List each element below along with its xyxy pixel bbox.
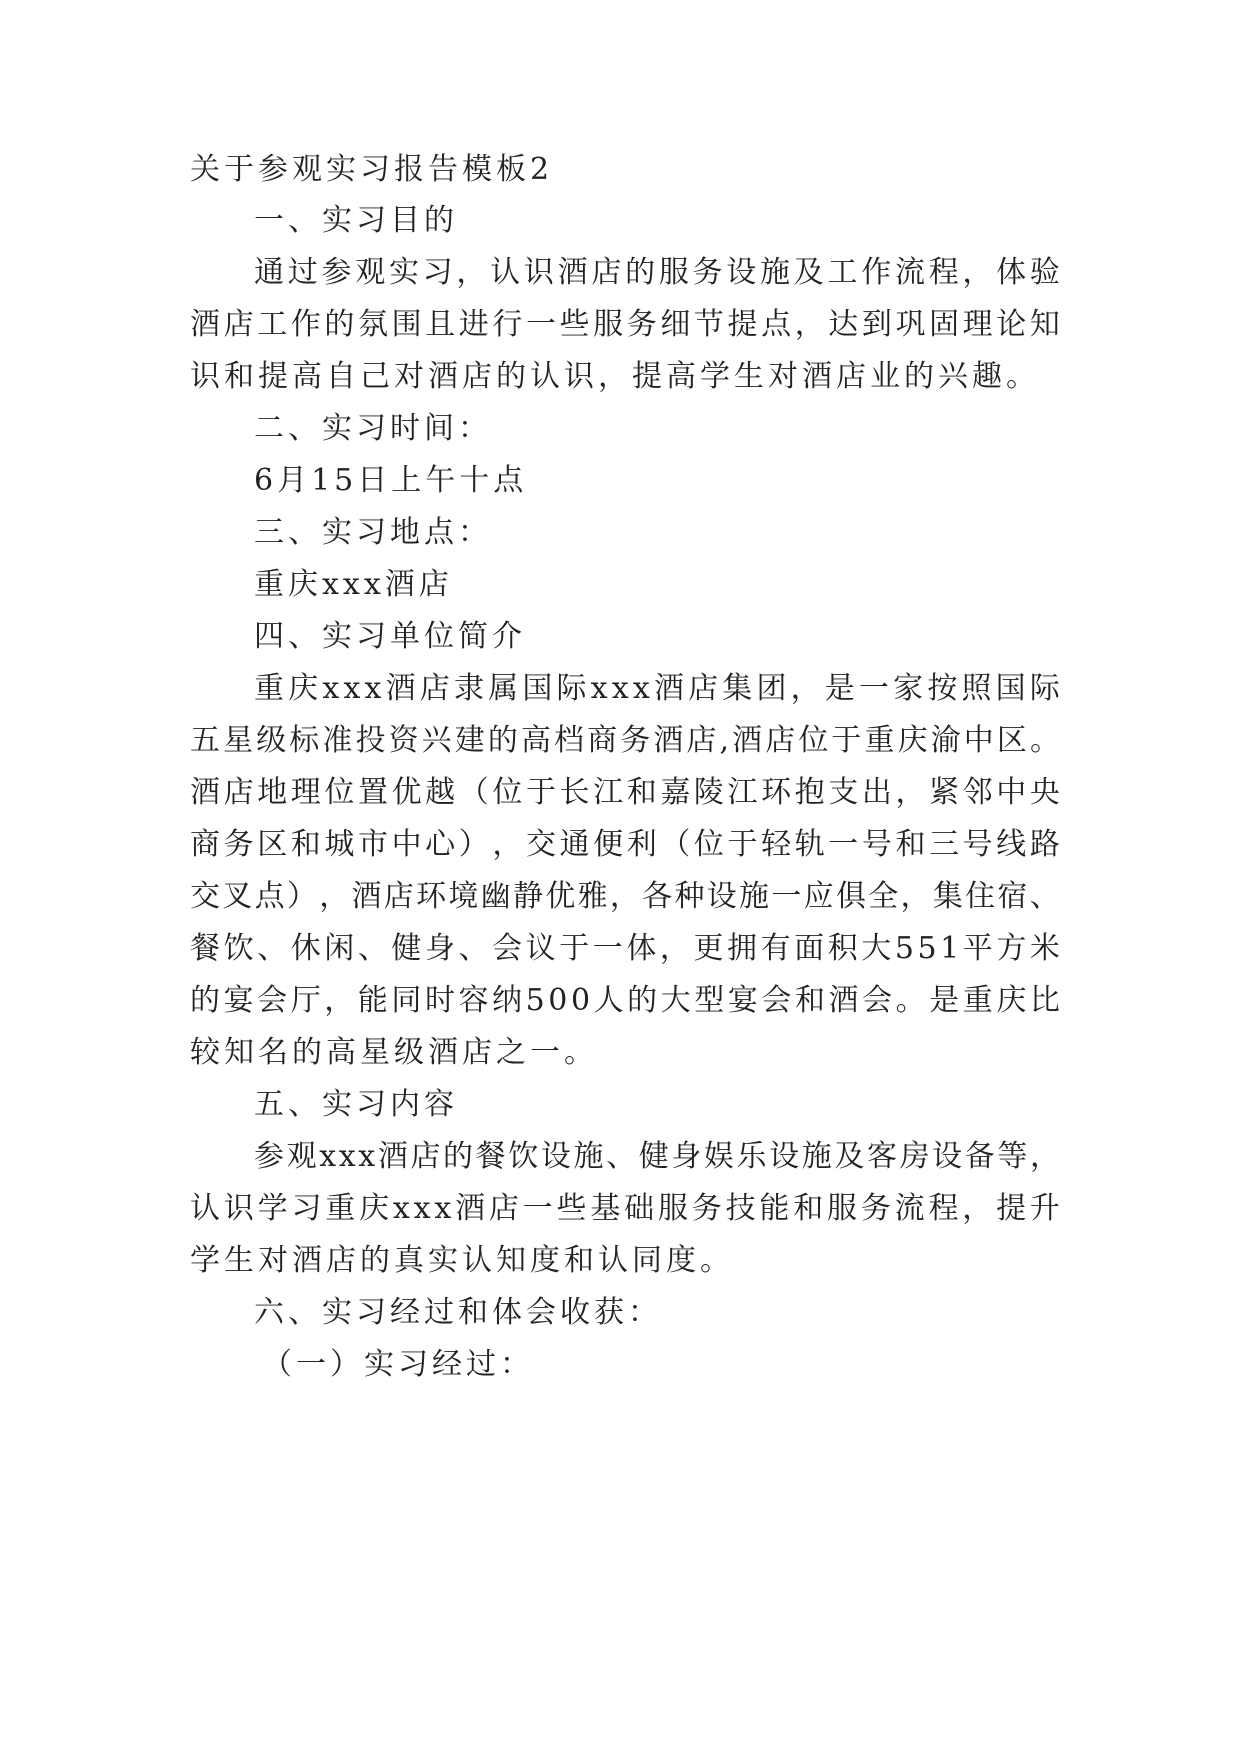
paragraph-line: 识和提高自己对酒店的认识，提高学生对酒店业的兴趣。: [190, 359, 1040, 394]
paragraph-line: 餐 饮 、 休 闲 、 健 身 、 会 议 于 一 体 ， 更 拥 有 面 积 大 5 5 1 平 方 米: [190, 931, 1060, 966]
section-heading-location: 三、实习地点：: [254, 515, 492, 550]
paragraph-line: 认 识 学 习 重 庆 x x x 酒 店 一 些 基 础 服 务 技 能 和 服 务 流 程 ， 提 升: [190, 1191, 1060, 1226]
paragraph-line: 参 观 x x x 酒 店 的 餐 饮 设 施 、 健 身 娱 乐 设 施 及 客 房 设 备 等 ，: [254, 1139, 1060, 1174]
section-heading-purpose: 一、实习目的: [254, 203, 458, 238]
paragraph-line: 较知名的高星级酒店之一。: [190, 1035, 598, 1070]
paragraph-line: 商 务 区 和 城 市 中 心 ） ， 交 通 便 利 （ 位 于 轻 轨 一 号 和 三 号 线 路: [190, 827, 1060, 862]
paragraph-line: 6月15日上午十点: [254, 463, 528, 498]
paragraph-line: 交 叉 点 ） ， 酒 店 环 境 幽 静 优 雅 ， 各 种 设 施 一 应 俱 全 ， 集 住 宿 、: [190, 879, 1060, 914]
section-heading-time: 二、实习时间：: [254, 411, 492, 446]
paragraph-line: 酒 店 工 作 的 氛 围 且 进 行 一 些 服 务 细 节 提 点 ， 达 到 巩 固 理 论 知: [190, 307, 1060, 342]
paragraph-line: 五 星 级 标 准 投 资 兴 建 的 高 档 商 务 酒 店 , 酒 店 位 于 重 庆 渝 中 区 。: [190, 723, 1060, 758]
paragraph-line: 学生对酒店的真实认知度和认同度。: [190, 1243, 734, 1278]
section-heading-unit: 四、实习单位简介: [254, 619, 526, 654]
subsection-heading: （一）实习经过：: [262, 1347, 534, 1382]
section-heading-process: 六、实习经过和体会收获：: [254, 1295, 662, 1330]
paragraph-line: 通 过 参 观 实 习 ， 认 识 酒 店 的 服 务 设 施 及 工 作 流 程 ， 体 验: [254, 255, 1060, 290]
document-title: 关于参观实习报告模板2: [190, 152, 554, 187]
paragraph-line: 的 宴 会 厅 ， 能 同 时 容 纳 5 0 0 人 的 大 型 宴 会 和 酒 会 。 是 重 庆 比: [190, 983, 1060, 1018]
paragraph-line: 重庆xxx酒店: [254, 567, 453, 602]
paragraph-line: 重 庆 x x x 酒 店 隶 属 国 际 x x x 酒 店 集 团 ， 是 一 家 按 照 国 际: [254, 671, 1060, 706]
paragraph-line: 酒 店 地 理 位 置 优 越 （ 位 于 长 江 和 嘉 陵 江 环 抱 支 出 ， 紧 邻 中 央: [190, 775, 1060, 810]
section-heading-content: 五、实习内容: [254, 1087, 458, 1122]
